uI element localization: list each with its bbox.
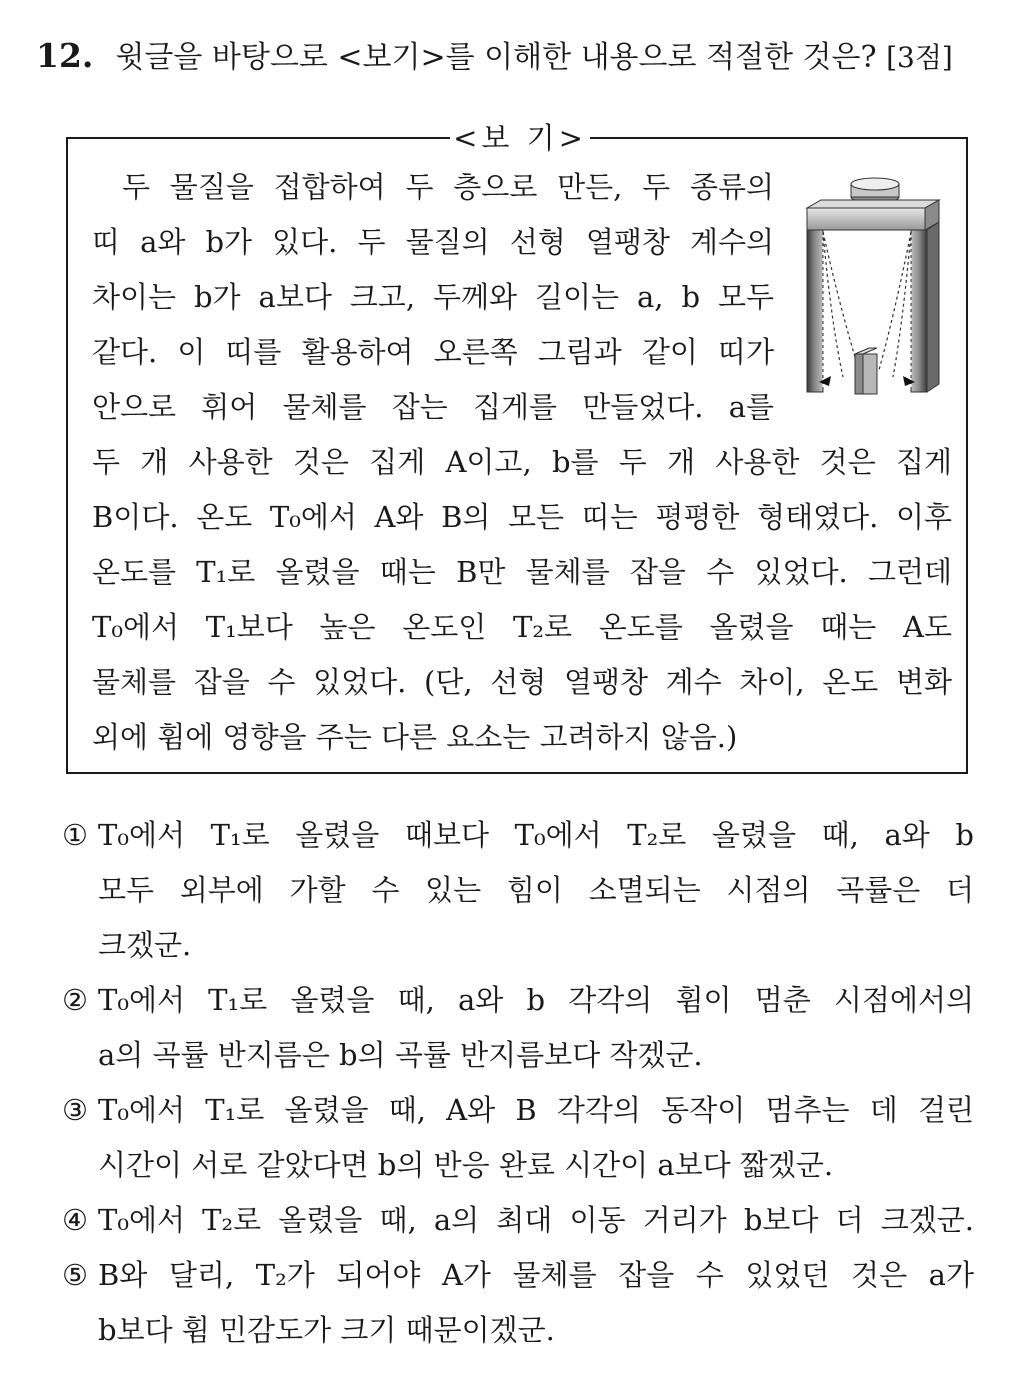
choice-5[interactable] <box>62 1248 974 1358</box>
bogi-line: 안으로 휘어 물체를 잡는 집게를 만들었다. a를 <box>92 390 774 424</box>
bogi-line: T₀에서 T₁보다 높은 온도인 T₂로 온도를 올렸을 때는 A도 <box>92 610 952 644</box>
gripper-left-leg <box>807 230 823 392</box>
question-points: [3점] <box>886 41 953 74</box>
choice-line: T₀에서 T₁로 올렸을 때, a와 b 각각의 휨이 멈춘 시점에서의 <box>98 983 974 1017</box>
choice-line: T₀에서 T₁로 올렸을 때, A와 B 각각의 동작이 멈추는 데 걸린 <box>98 1093 974 1127</box>
bogi-line: 온도를 T₁로 올렸을 때는 B만 물체를 잡을 수 있었다. 그런데 <box>92 555 952 589</box>
choice-line: T₀에서 T₂로 올렸을 때, a의 최대 이동 거리가 b보다 더 크겠군. <box>98 1203 974 1237</box>
bogi-line: 물체를 잡을 수 있었다. (단, 선형 열팽창 계수 차이, 온도 변화 <box>92 665 952 699</box>
bogi-line: B이다. 온도 T₀에서 A와 B의 모든 띠는 평평한 형태였다. 이후 <box>92 500 952 534</box>
bogi-line: 차이는 b가 a보다 크고, 두께와 길이는 a, b 모두 <box>92 280 774 314</box>
grabbed-object <box>855 348 877 394</box>
bogi-line: 두 개 사용한 것은 집게 A이고, b를 두 개 사용한 것은 집게 <box>92 445 952 479</box>
choice-marker: ③ <box>62 1093 88 1127</box>
bogi-line: 같다. 이 띠를 활용하여 오른쪽 그림과 같이 띠가 <box>92 335 774 369</box>
choice-line: 크겠군. <box>98 928 192 962</box>
choice-marker: ④ <box>62 1203 88 1237</box>
question-number: 12. <box>36 36 94 75</box>
choice-3[interactable] <box>62 1083 974 1193</box>
choice-marker: ② <box>62 983 88 1017</box>
gripper-top-bar <box>807 200 939 230</box>
bogi-line: 띠 a와 b가 있다. 두 물질의 선형 열팽창 계수의 <box>92 225 774 259</box>
choice-line: 모두 외부에 가할 수 있는 힘이 소멸되는 시점의 곡률은 더 <box>98 873 974 907</box>
choice-line: T₀에서 T₁로 올렸을 때보다 T₀에서 T₂로 올렸을 때, a와 b <box>98 818 974 852</box>
bogi-title: <보 기> <box>450 120 590 156</box>
question-text: 윗글을 바탕으로 <보기>를 이해한 내용으로 적절한 것은? <box>115 40 877 75</box>
gripper-right-leg <box>911 222 939 392</box>
choice-2[interactable] <box>62 973 974 1083</box>
answer-choices <box>62 808 974 1358</box>
bogi-line: 두 물질을 접합하여 두 층으로 만든, 두 종류의 <box>122 170 774 204</box>
bogi-line: 외에 휨에 영향을 주는 다른 요소는 고려하지 않음.) <box>92 720 738 754</box>
choice-marker: ① <box>62 818 88 852</box>
choice-4[interactable] <box>62 1193 974 1248</box>
gripper-figure <box>797 172 943 400</box>
question-header <box>36 36 986 78</box>
choice-line: b보다 휨 민감도가 크기 때문이겠군. <box>98 1313 555 1347</box>
choice-marker: ⑤ <box>62 1258 88 1292</box>
choice-line: B와 달리, T₂가 되어야 A가 물체를 잡을 수 있었던 것은 a가 <box>98 1258 974 1292</box>
choice-1[interactable] <box>62 808 974 973</box>
choice-line: a의 곡률 반지름은 b의 곡률 반지름보다 작겠군. <box>98 1038 703 1072</box>
choice-line: 시간이 서로 같았다면 b의 반응 완료 시간이 a보다 짧겠군. <box>98 1148 834 1182</box>
weight-disc <box>851 178 899 203</box>
